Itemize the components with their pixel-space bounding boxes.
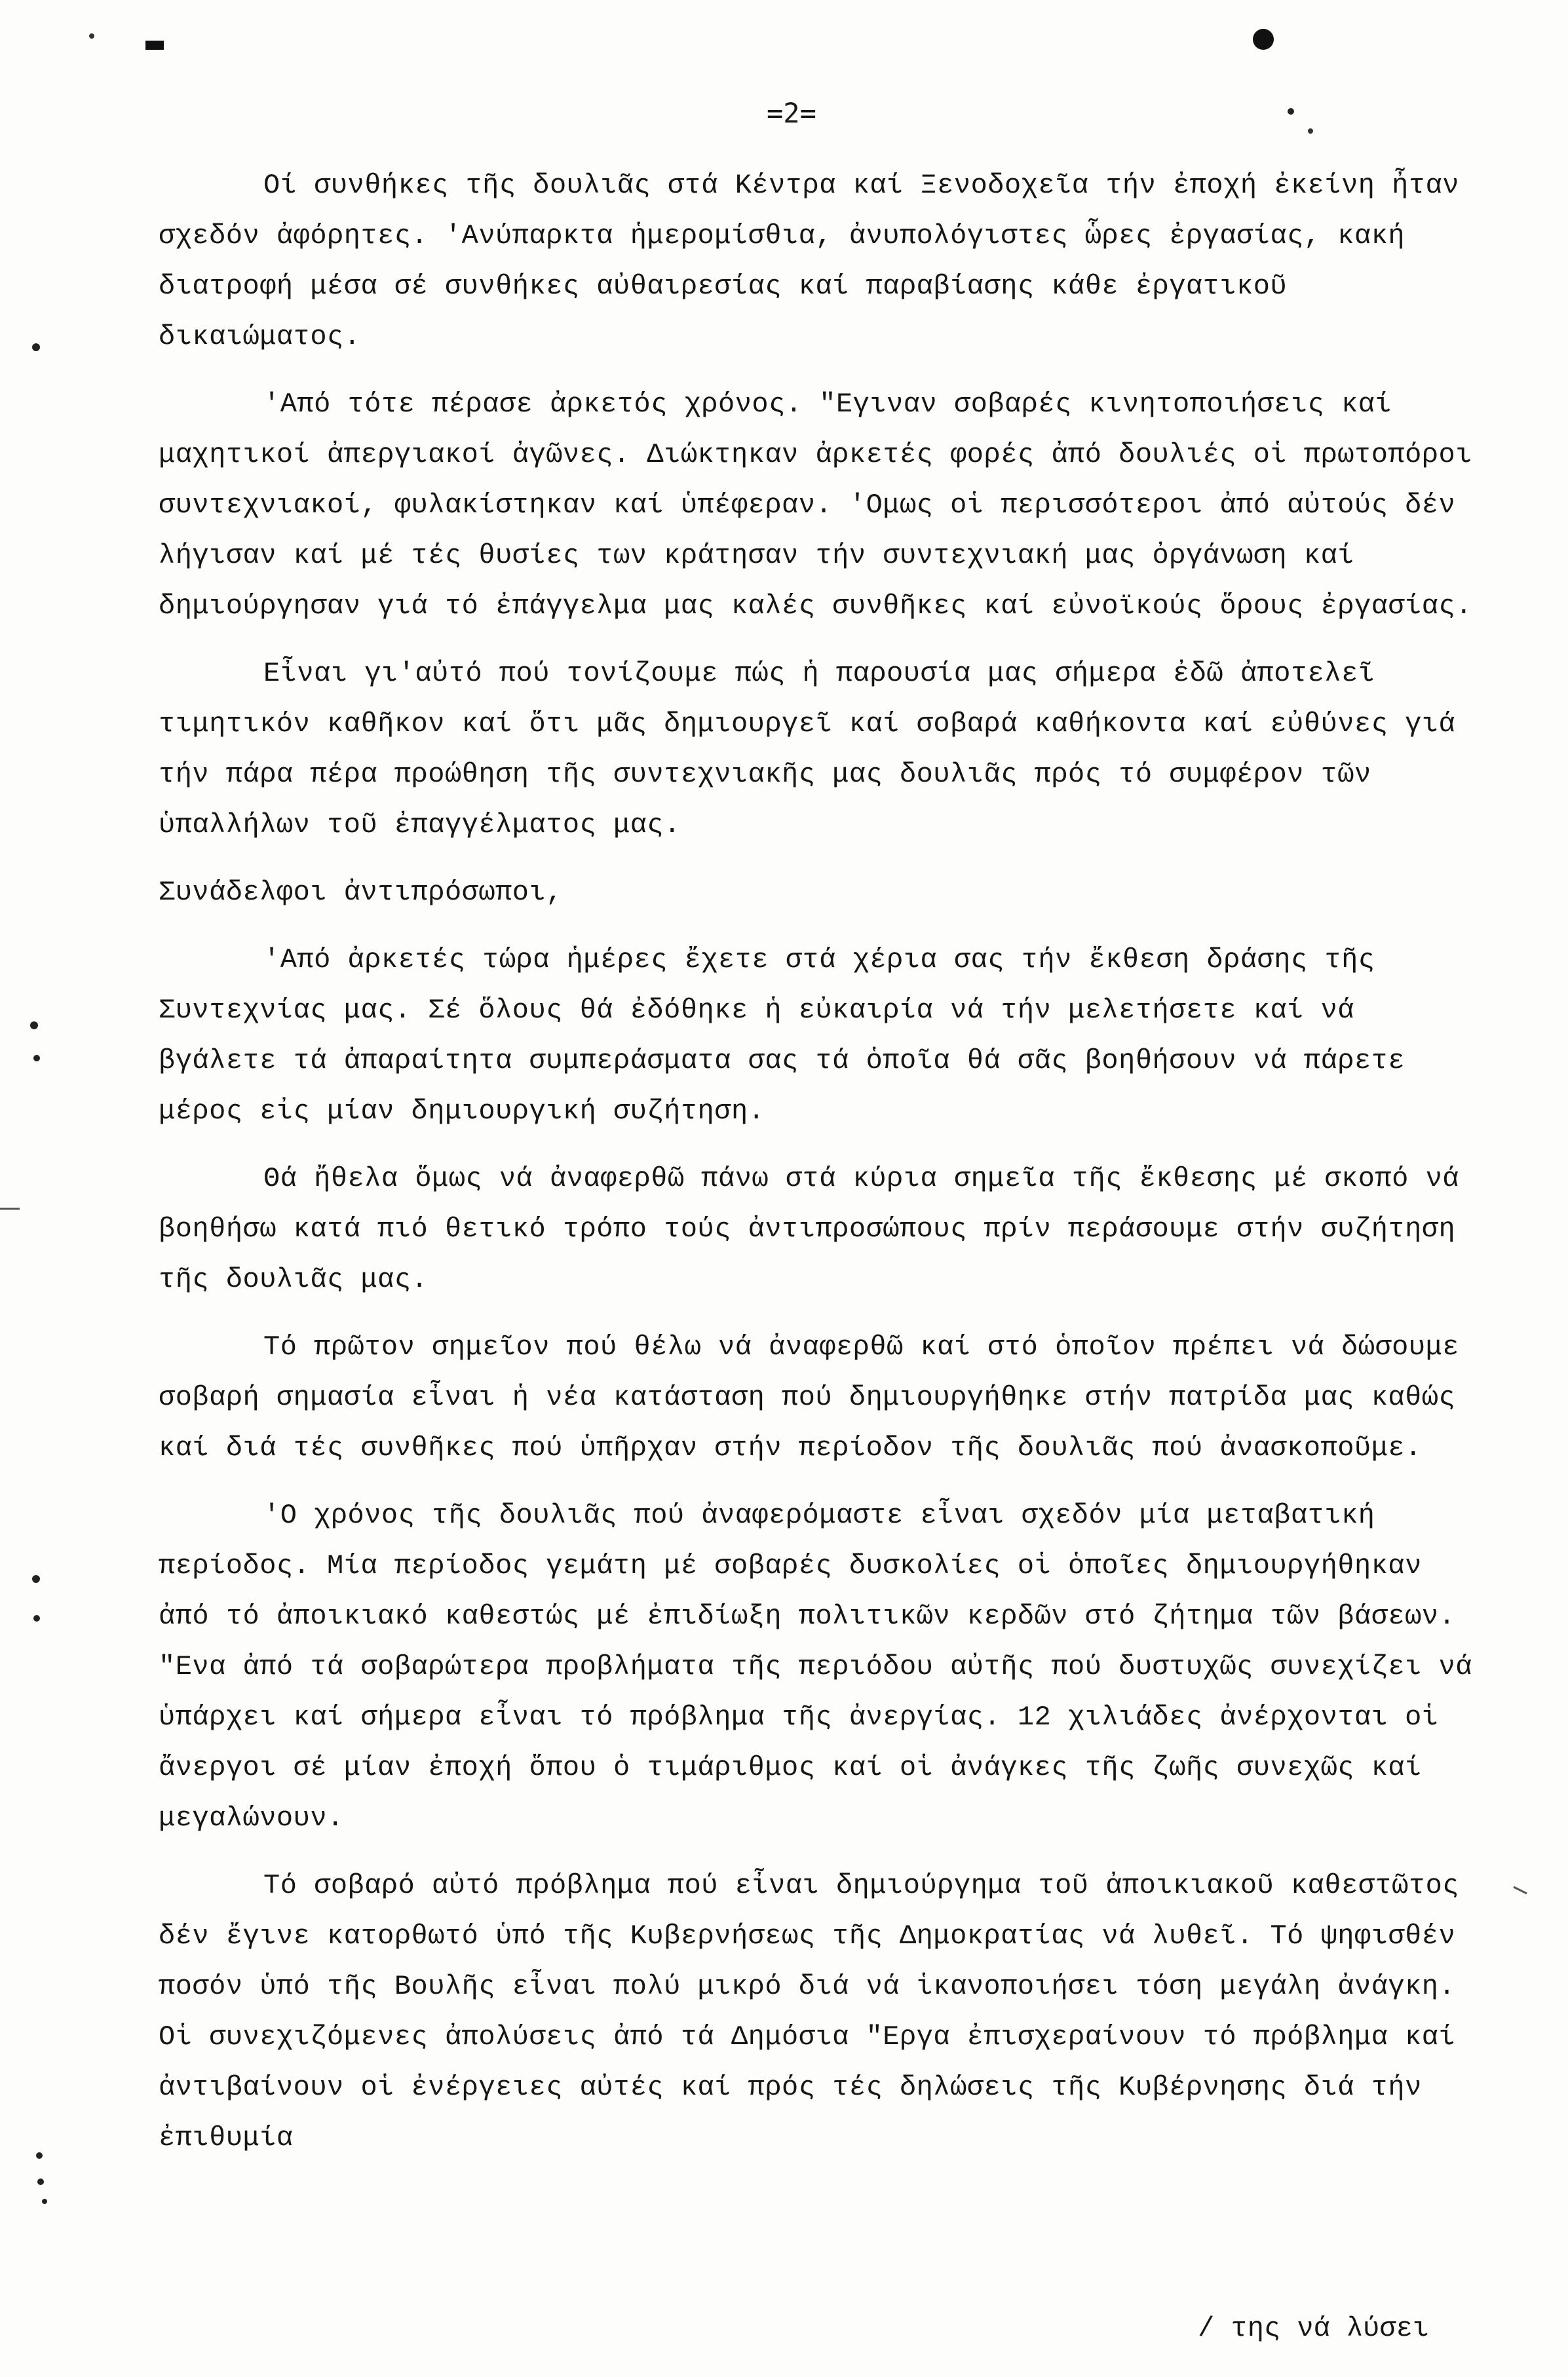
paragraph-5: Θά ἤθελα ὅμως νά ἀναφερθῶ πάνω στά κύρια σημεῖα τῆς ἔκθεσης μέ σκοπό νά βοηθήσω κατά πιό θετικό τρόπο τούς ἀντιπροσώπους πρίν περάσουμε στήν συζήτηση τῆς δουλιᾶς μας. [159, 1163, 1459, 1295]
paragraph-3: Εἶναι γι'αὐτό πού τονίζουμε πώς ἡ παρουσία μας σήμερα ἐδῶ ἀποτελεῖ τιμητικόν καθῆκον καί ὅτι μᾶς δημιουργεῖ καί σοβαρά καθήκοντα καί εὐθύνες γιά τήν πάρα πέρα προώθηση τῆς συντεχνιακῆς μας δουλιᾶς πρός τό συμφέρον τῶν ὑπαλλήλων τοῦ ἐπαγγέλματος μας. [159, 658, 1456, 841]
speck [32, 343, 40, 351]
ink-blot-top-left [145, 41, 164, 50]
document-body [159, 161, 1476, 2180]
speck [1308, 128, 1313, 134]
speck [33, 1615, 40, 1622]
speck [42, 2199, 47, 2204]
paragraph-4: 'Από ἀρκετές τώρα ἡμέρες ἔχετε στά χέρια σας τήν ἔκθεση δράσης τῆς Συντεχνίας μας. Σέ ὅλους θά ἐδόθηκε ἡ εὐκαιρία νά τήν μελετήσετε καί νά βγάλετε τά ἀπαραίτητα συμπεράσματα σας τά ὁποῖα θά σᾶς βοηθήσουν νά πάρετε μέρος εἰς μίαν δημιουργική συζήτηση. [159, 944, 1405, 1127]
ink-blot-top-right [1253, 29, 1274, 50]
paragraph-7: 'Ο χρόνος τῆς δουλιᾶς πού ἀναφερόμαστε εἶναι σχεδόν μία μεταβατική περίοδος. Μία περίοδος γεμάτη μέ σοβαρές δυσκολίες οἱ ὁποῖες δημιουργήθηκαν ἀπό τό ἀποικιακό καθεστώς μέ ἐπιδίωξη πολιτικῶν κερδῶν στό ζήτημα τῶν βάσεων. "Ενα ἀπό τά σοβαρώτερα προβλήματα τῆς περιόδου αὐτῆς πού δυστυχῶς συνεχίζει νά ὑπάρχει καί σήμερα εἶναι τό πρόβλημα τῆς ἀνεργίας. 12 χιλιάδες ἀνέρχονται οἱ ἄνεργοι σέ μίαν ἐποχή ὅπου ὁ τιμάριθμος καί οἱ ἀνάγκες τῆς ζωῆς συνεχῶς καί μεγαλώνουν. [159, 1500, 1472, 1834]
speck [89, 33, 94, 39]
edge-mark [1514, 1887, 1527, 1893]
speck [1288, 108, 1294, 115]
paragraph-2: 'Από τότε πέρασε ἀρκετός χρόνος. "Εγιναν σοβαρές κινητοποιήσεις καί μαχητικοί ἀπεργιακοί ἀγῶνες. Διώκτηκαν ἀρκετές φορές ἀπό δουλιές οἱ πρωτοπόροι συντεχνιακοί, φυλακίστηκαν καί ὑπέφεραν. 'Ομως οἱ περισσότεροι ἀπό αὐτούς δέν λήγισαν καί μέ τές θυσίες των κράτησαν τήν συντεχνιακή μας ὀργάνωση καί δημιούργησαν γιά τό ἐπάγγελμα μας καλές συνθῆκες καί εὐνοϊκούς ὅρους ἐργασίας. [159, 389, 1472, 622]
paragraph-1: Οί συνθήκες τῆς δουλιᾶς στά Κέντρα καί Ξενοδοχεῖα τήν ἐποχή ἐκείνη ἦταν σχεδόν ἀφόρητες. 'Ανύπαρκτα ἡμερομίσθια, ἀνυπολόγιστες ὧρες ἐργασίας, κακή διατροφή μέσα σέ συνθήκες αὐθαιρεσίας καί παραβίασης κάθε ἐργατικοῦ δικαιώματος. [159, 170, 1459, 352]
paragraph-8: Τό σοβαρό αὐτό πρόβλημα πού εἶναι δημιούργημα τοῦ ἀποικιακοῦ καθεστῶτος δέν ἔγινε κατορθωτό ὑπό τῆς Κυβερνήσεως τῆς Δημοκρατίας νά λυθεῖ. Τό ψηφισθέν ποσόν ὑπό τῆς Βουλῆς εἶναι πολύ μικρό διά νά ἱκανοποιήσει τόση μεγάλη ἀνάγκη. Οἱ συνεχιζόμενες ἀπολύσεις ἀπό τά Δημόσια "Εργα ἐπισχεραίνουν τό πρόβλημα καί ἀντιβαίνουν οἱ ἐνέργειες αὐτές καί πρός τές δηλώσεις τῆς Κυβέρνησης διά τήν ἐπιθυμία [159, 1870, 1459, 2154]
paragraph-6: Τό πρῶτον σημεῖον πού θέλω νά ἀναφερθῶ καί στό ὁποῖον πρέπει νά δώσουμε σοβαρή σημασία εἶναι ἡ νέα κατάσταση πού δημιουργήθηκε στήν πατρίδα μας καθώς καί διά τές συνθῆκες πού ὑπῆρχαν στήν περίοδον τῆς δουλιᾶς πού ἀνασκοποῦμε. [159, 1331, 1459, 1464]
speck [36, 2152, 43, 2159]
continuation-note: / της νά λύσει [1198, 2313, 1429, 2344]
speck [32, 1575, 40, 1583]
speck [30, 1021, 38, 1029]
speck [33, 1055, 40, 1061]
salutation: Συνάδελφοι ἀντιπρόσωποι, [159, 877, 563, 908]
speck [37, 2178, 44, 2185]
page-number: =2= [767, 97, 816, 129]
